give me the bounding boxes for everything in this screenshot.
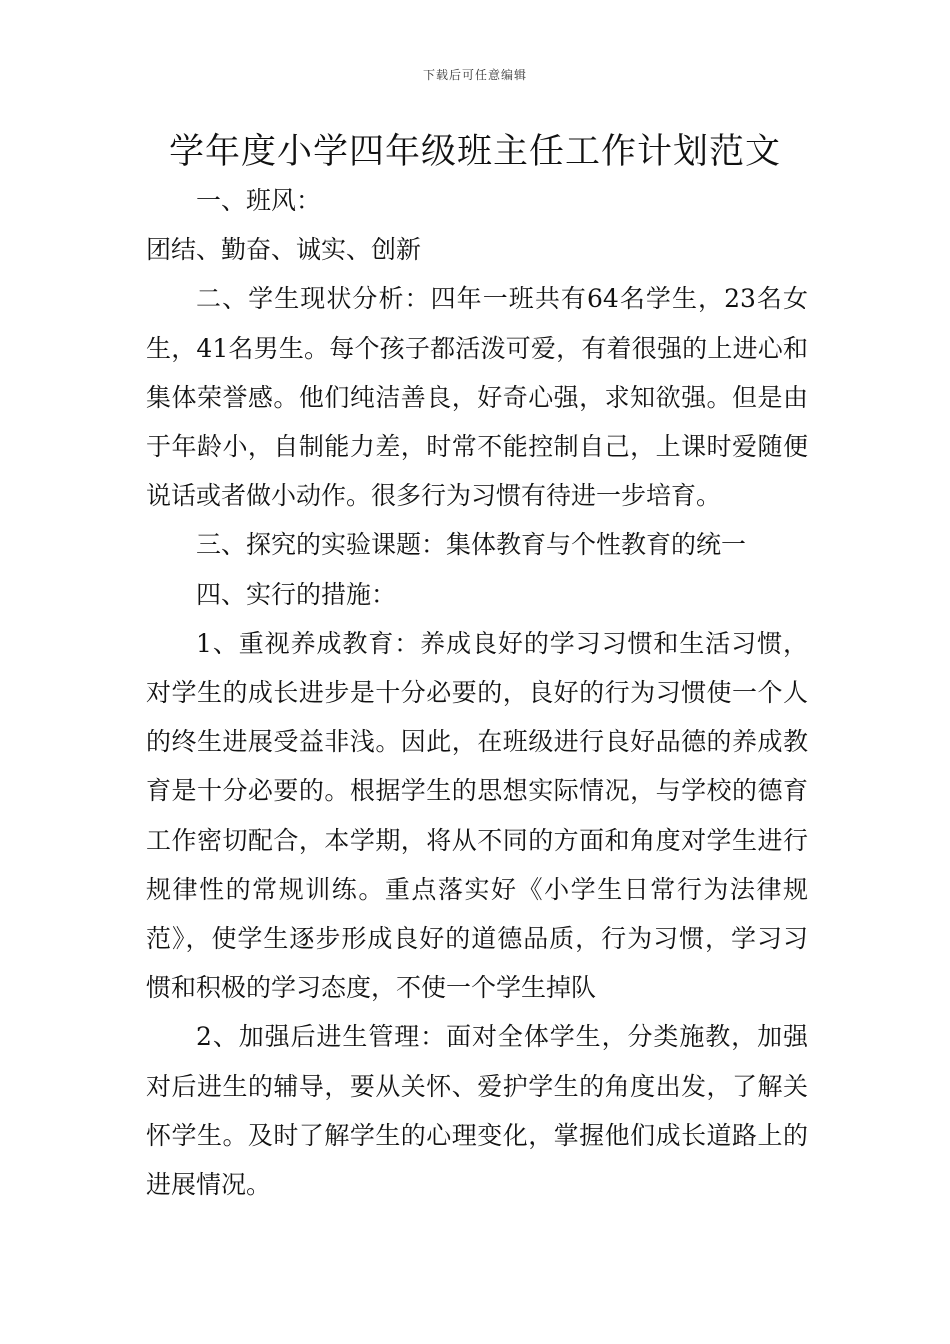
header-note: 下载后可任意编辑 [422, 68, 527, 82]
paragraph-measure-1: 1、重视养成教育：养成良好的学习习惯和生活习惯，对学生的成长进步是十分必要的，良好的行为习惯使一个人的终生进展受益非浅。因此，在班级进行良好品德的养成教育是十分必要的。根据学生的思想实际情况，与学校的德育工作密切配合，本学期，将从不同的方面和角度对学生进行规律性的常规训练。重点落实好《小学生日常行为法律规范》，使学生逐步形成良好的道德品质，行为习惯，学习习惯和积极的学习态度，不使一个学生掉队 [146, 628, 808, 1003]
paragraph-class-style-values: 团结、勤奋、诚实、创新 [146, 235, 422, 265]
paragraph-research-topic: 三、探究的实验课题：集体教育与个性教育的统一 [196, 530, 747, 560]
paragraph-measures-heading: 四、实行的措施： [196, 579, 397, 609]
document-title: 学年度小学四年级班主任工作计划范文 [168, 132, 781, 172]
document-body [146, 176, 808, 1209]
paragraph-measure-2: 2、加强后进生管理：面对全体学生，分类施教，加强对后进生的辅导，要从关怀、爱护学生的角度出发，了解关怀学生。及时了解学生的心理变化，掌握他们成长道路上的进展情况。 [146, 1022, 808, 1200]
paragraph-class-style-heading: 一、班风： [196, 186, 322, 215]
paragraph-student-analysis: 二、学生现状分析：四年一班共有64名学生，23名女生，41名男生。每个孩子都活泼可爱，有着很强的上进心和集体荣誉感。他们纯洁善良，好奇心强，求知欲强。但是由于年龄小，自制能力差，时常不能控制自己，上课时爱随便说话或者做小动作。很多行为习惯有待进一步培育。 [146, 284, 808, 511]
